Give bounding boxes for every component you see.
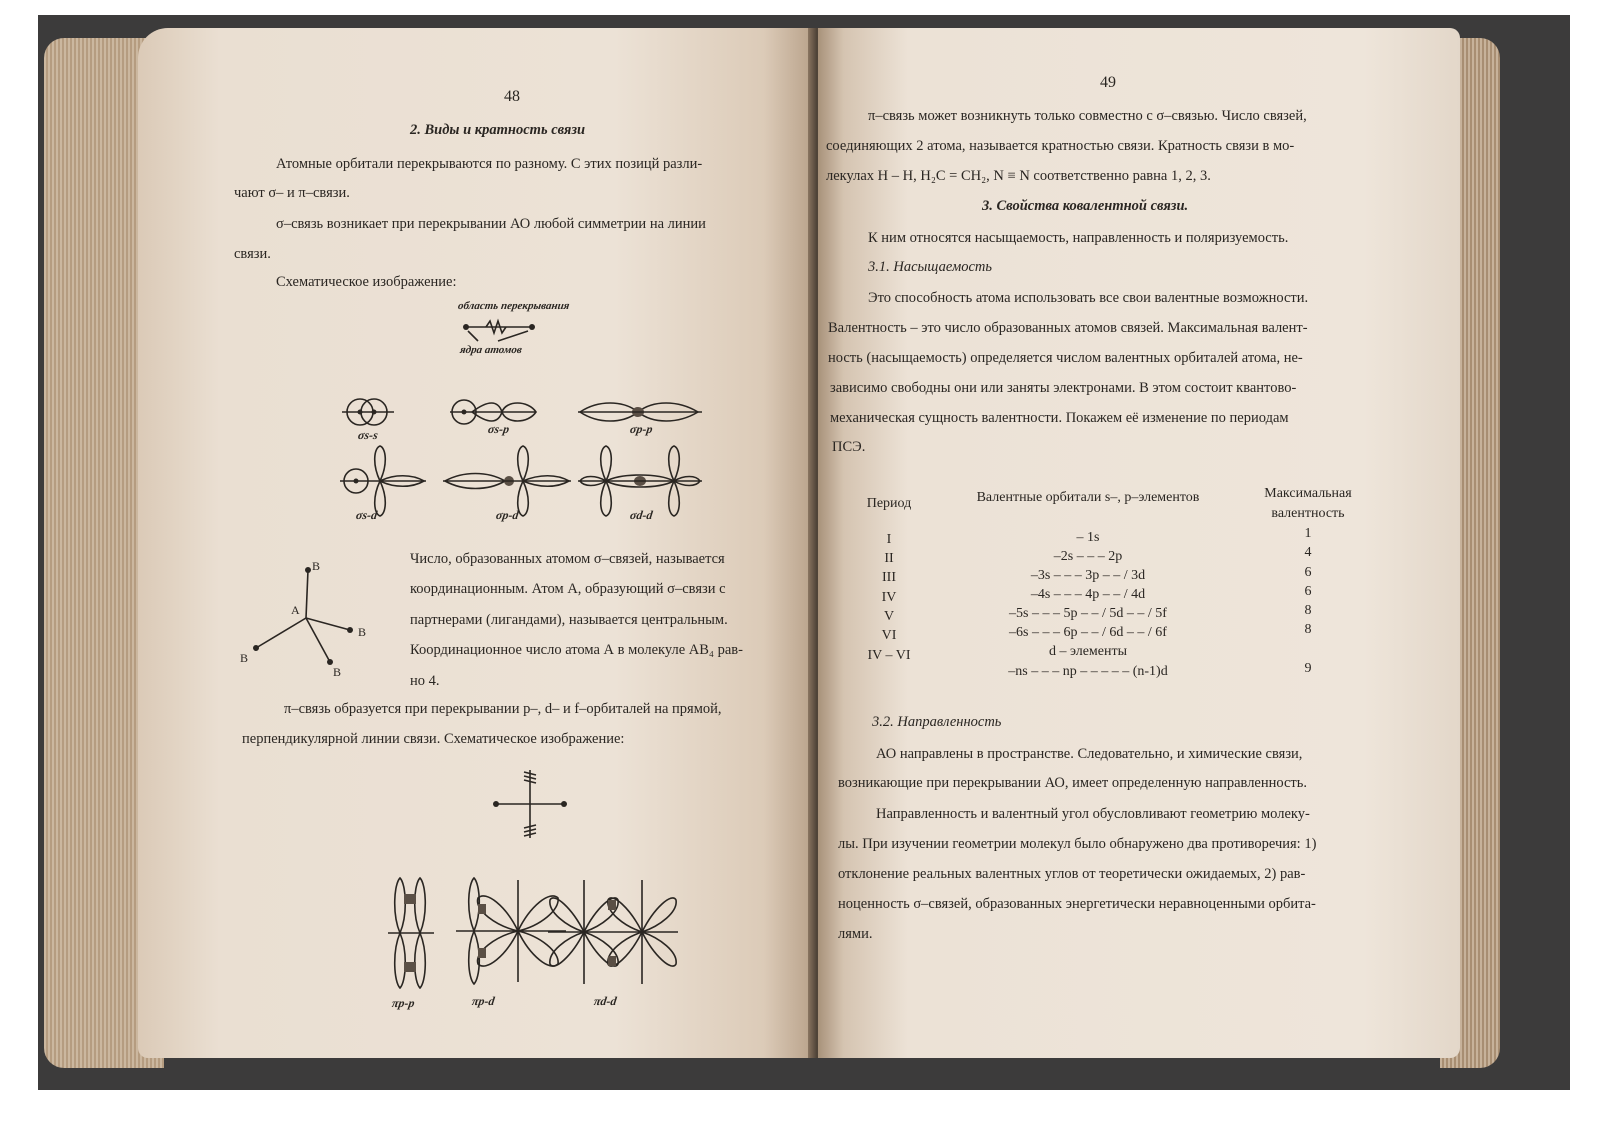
pi-d-d-diagram: [548, 874, 678, 990]
table-header-max-2: валентность: [1271, 506, 1345, 521]
saturation-line-2: Валентность – это число образованных атомов связей. Максимальная валент-: [828, 320, 1308, 336]
table-period-cell: IV – VI: [867, 648, 911, 663]
table-period-cell: VI: [881, 628, 897, 643]
saturation-line-4: зависимо свободны они или заняты электронами. В этом состоит квантово-: [830, 380, 1297, 396]
sigma-label-p-p: σp-p: [629, 422, 654, 436]
right-line-2: соединяющих 2 атома, называется кратностью связи. Кратность связи в мо-: [826, 138, 1295, 154]
table-period-cell: V: [883, 609, 895, 624]
coord-label-a: A: [291, 603, 300, 617]
right-line-1: π–связь может возникнуть только совместно с σ–связью. Число связей,: [868, 108, 1307, 124]
saturation-line-5: механическая сущность валентности. Покажем её изменение по периодам: [830, 410, 1289, 426]
coord-label-b-bottom: B: [333, 665, 342, 679]
section-heading-3: 3. Свойства ковалентной связи.: [982, 198, 1189, 214]
direction-line-1: АО направлены в пространстве. Следовательно, и химические связи,: [876, 746, 1303, 762]
pi-label-p-p: πp-p: [391, 996, 416, 1010]
subsection-3-1: 3.1. Насыщаемость: [868, 259, 992, 275]
table-valence-cell: 8: [1304, 603, 1312, 618]
direction-line-2: возникающие при перекрывании АО, имеет определенную направленность.: [838, 775, 1308, 791]
table-orbital-cell: –ns – – – np – – – – – (n-1)d: [1008, 664, 1168, 679]
table-period-cell: I: [886, 532, 892, 547]
page-number-left: 48: [504, 88, 520, 105]
coord-line-1: Число, образованных атомом σ–связей, называется: [410, 551, 725, 567]
table-orbital-cell: –6s – – – 6p – – / 6d – – / 6f: [1009, 625, 1167, 640]
table-period-cell: IV: [881, 590, 897, 605]
sigma-label-s-s: σs-s: [357, 428, 379, 442]
saturation-line-1: Это способность атома использовать все свои валентные возможности.: [868, 290, 1309, 306]
coord-line-5: но 4.: [410, 673, 440, 689]
right-page: [818, 28, 1460, 1058]
table-valence-cell: 6: [1304, 584, 1312, 599]
section-heading-2: 2. Виды и кратность связи: [410, 122, 586, 138]
pi-label-d-d: πd-d: [593, 994, 618, 1008]
table-orbital-cell: – 1s: [1076, 530, 1100, 545]
table-period-cell: II: [884, 551, 894, 566]
right-line-3: лекулах H – H, H₂C = CH₂, N ≡ N соответственно равна 1, 2, 3.: [826, 168, 1211, 184]
table-period-cell: III: [882, 570, 896, 585]
sigma-label-p-d: σp-d: [495, 508, 520, 522]
pi-p-p-diagram: [388, 874, 436, 992]
pi-bond-line2: перпендикулярной линии связи. Схематическое изображение:: [242, 731, 625, 747]
table-orbital-cell: –3s – – – 3p – – / 3d: [1030, 568, 1146, 583]
sigma-label-s-d: σs-d: [355, 508, 379, 522]
table-header-period: Период: [866, 496, 912, 511]
table-valence-cell: 9: [1304, 661, 1312, 676]
coord-label-b-left: B: [240, 651, 249, 665]
page-number-right: 49: [1100, 74, 1116, 91]
subsection-3-2: 3.2. Направленность: [872, 714, 1002, 730]
table-orbital-cell: –4s – – – 4p – – / 4d: [1030, 587, 1146, 602]
table-header-orbitals: Валентные орбитали s–, p–элементов: [976, 490, 1200, 505]
para1-line1: Атомные орбитали перекрываются по разному. С этих позицй разли-: [276, 156, 703, 172]
coordination-diagram: [238, 564, 368, 674]
saturation-line-6: ПСЭ.: [832, 439, 866, 455]
schematic-label: Схематическое изображение:: [276, 274, 457, 290]
direction-line-4: лы. При изучении геометрии молекул было обнаружено два противоречия: 1): [838, 836, 1317, 852]
coord-line-2: координационным. Атом А, образующий σ–связи с: [410, 581, 726, 597]
table-valence-cell: 8: [1304, 622, 1312, 637]
sigma-s-s-diagram: [338, 396, 398, 428]
overlap-region-label: область перекрывания: [457, 300, 571, 312]
table-valence-cell: 6: [1304, 565, 1312, 580]
table-orbital-cell: –5s – – – 5p – – / 5d – – / 5f: [1009, 606, 1167, 621]
coord-line-3: партнерами (лигандами), называется центральным.: [410, 612, 728, 628]
direction-line-5: отклонение реальных валентных углов от теоретически ожидаемых, 2) рав-: [838, 866, 1306, 882]
coord-label-b-top: B: [312, 559, 321, 573]
para2-line1: σ–связь возникает при перекрывании АО любой симметрии на линии: [276, 216, 706, 232]
sigma-p-d-diagram: [443, 444, 573, 518]
table-valence-cell: 4: [1304, 545, 1312, 560]
pi-cross-diagram: [490, 766, 570, 842]
sigma-label-s-p: σs-p: [487, 422, 511, 436]
direction-line-7: лями.: [838, 926, 873, 942]
nuclei-label: ядра атомов: [459, 344, 523, 356]
pi-label-p-d: πp-d: [471, 994, 496, 1008]
table-orbital-cell: –2s – – – 2p: [1053, 549, 1123, 564]
left-page: [138, 28, 818, 1058]
table-orbital-cell: d – элементы: [1048, 644, 1128, 659]
direction-line-6: ноценность σ–связей, образованных энергетически неравноценными орбита-: [838, 896, 1316, 912]
sigma-s-d-diagram: [338, 444, 428, 518]
coord-label-b-right: B: [358, 625, 367, 639]
section3-intro: К ним относятся насыщаемость, направленность и поляризуемость.: [868, 230, 1289, 246]
para1-line2: чают σ– и π–связи.: [234, 185, 350, 201]
sigma-d-d-diagram: [578, 444, 703, 518]
table-header-max-1: Максимальная: [1264, 486, 1352, 501]
direction-line-3: Направленность и валентный угол обусловливают геометрию молеку-: [876, 806, 1310, 822]
saturation-line-3: ность (насыщаемость) определяется числом валентных орбиталей атома, не-: [828, 350, 1303, 366]
coord-line-4: Координационное число атома А в молекуле АВ₄ рав-: [410, 642, 743, 658]
sigma-label-d-d: σd-d: [629, 508, 654, 522]
table-valence-cell: 1: [1304, 526, 1312, 541]
para2-line2: связи.: [234, 246, 271, 262]
pi-bond-line1: π–связь образуется при перекрывании p–, d– и f–орбиталей на прямой,: [284, 701, 722, 717]
